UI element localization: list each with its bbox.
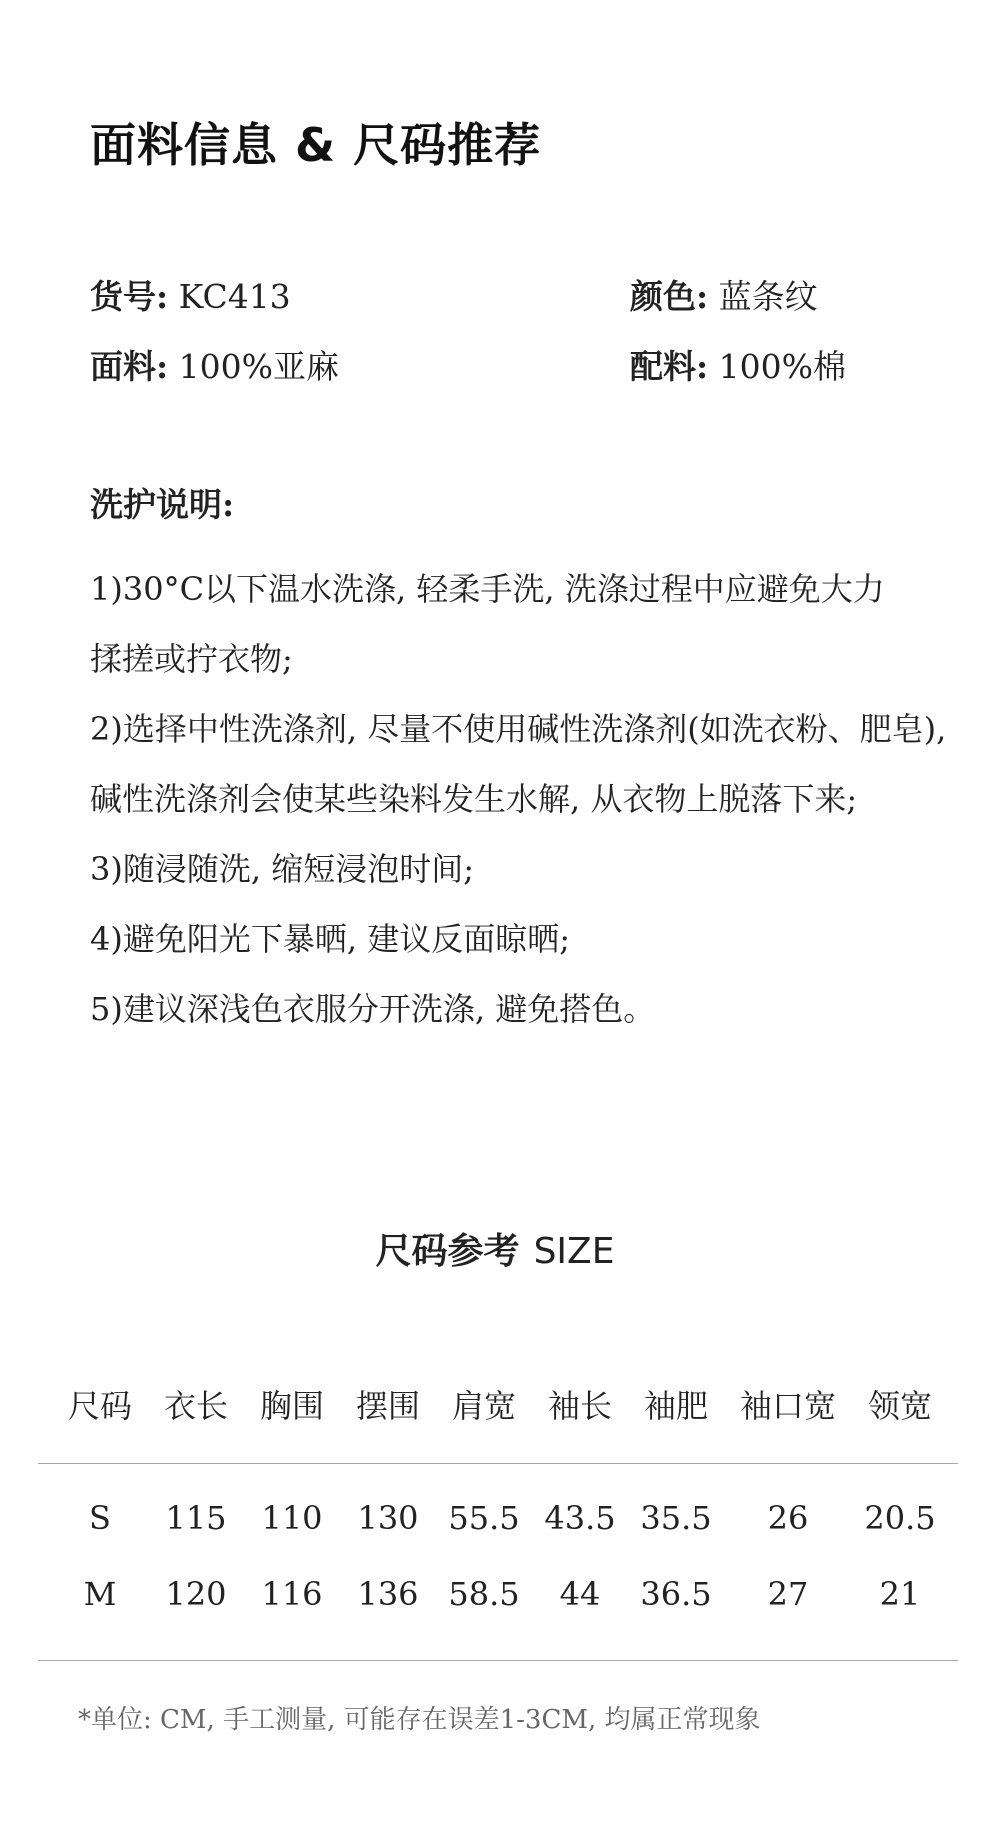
color-value: 蓝条纹 — [708, 277, 818, 316]
size-title-zh: 尺码参考 — [375, 1230, 520, 1272]
header-cell: 袖肥 — [643, 1387, 709, 1425]
fabric-value: 100%亚麻 — [168, 347, 340, 386]
table-cell: 20.5 — [864, 1499, 936, 1537]
accessory-info — [630, 346, 846, 389]
care-line: 碱性洗涤剂会使某些染料发生水解, 从衣物上脱落下来; — [90, 780, 858, 818]
table-row — [0, 1488, 990, 1548]
size-table-header — [0, 1376, 990, 1436]
header-cell: 袖长 — [547, 1387, 613, 1425]
accessory-label: 配料: — [630, 347, 709, 386]
care-instructions — [90, 554, 946, 1044]
table-cell: 44 — [559, 1575, 601, 1613]
table-cell: 27 — [767, 1575, 809, 1613]
header-cell: 摆围 — [355, 1387, 421, 1425]
item-number — [90, 276, 291, 319]
measurement-footnote: *单位: CM, 手工测量, 可能存在误差1-3CM, 均属正常现象 — [78, 1705, 761, 1735]
table-cell: 43.5 — [544, 1499, 616, 1537]
table-cell: 55.5 — [448, 1499, 520, 1537]
fabric-label: 面料: — [90, 347, 169, 386]
table-cell: 58.5 — [448, 1575, 520, 1613]
color-label: 颜色: — [630, 277, 709, 316]
size-section-title — [0, 1228, 990, 1276]
fabric-info — [90, 346, 339, 389]
header-cell: 肩宽 — [451, 1387, 517, 1425]
table-top-divider — [38, 1463, 958, 1464]
header-cell: 领宽 — [867, 1387, 933, 1425]
table-cell: 26 — [767, 1499, 809, 1537]
size-cell: M — [83, 1575, 117, 1613]
table-cell: 136 — [357, 1575, 419, 1613]
header-cell: 袖口宽 — [739, 1387, 837, 1425]
table-row — [0, 1564, 990, 1624]
item-number-label: 货号: — [90, 277, 169, 316]
header-cell: 胸围 — [259, 1387, 325, 1425]
care-line: 5)建议深浅色衣服分开洗涤, 避免搭色。 — [90, 990, 656, 1028]
care-line: 3)随浸随洗, 缩短浸泡时间; — [90, 850, 474, 888]
table-cell: 120 — [165, 1575, 227, 1613]
table-cell: 116 — [261, 1575, 323, 1613]
care-line: 1)30°C以下温水洗涤, 轻柔手洗, 洗涤过程中应避免大力 — [90, 570, 885, 608]
care-heading: 洗护说明: — [90, 485, 235, 524]
header-cell: 尺码 — [67, 1387, 133, 1425]
care-line: 2)选择中性洗涤剂, 尽量不使用碱性洗涤剂(如洗衣粉、肥皂), — [90, 710, 947, 748]
table-cell: 115 — [165, 1499, 227, 1537]
table-cell: 21 — [879, 1575, 921, 1613]
table-cell: 35.5 — [640, 1499, 712, 1537]
table-cell: 110 — [261, 1499, 323, 1537]
size-title-en: SIZE — [533, 1231, 615, 1272]
table-bottom-divider — [38, 1660, 958, 1661]
page-title: 面料信息 & 尺码推荐 — [90, 118, 542, 172]
care-line: 4)避免阳光下暴晒, 建议反面晾晒; — [90, 920, 570, 958]
item-number-value: KC413 — [168, 277, 291, 316]
accessory-value: 100%棉 — [708, 347, 847, 386]
table-cell: 130 — [357, 1499, 419, 1537]
color-info — [630, 276, 818, 319]
care-line: 揉搓或拧衣物; — [90, 640, 293, 678]
size-cell: S — [89, 1499, 111, 1537]
table-cell: 36.5 — [640, 1575, 712, 1613]
header-cell: 衣长 — [163, 1387, 229, 1425]
